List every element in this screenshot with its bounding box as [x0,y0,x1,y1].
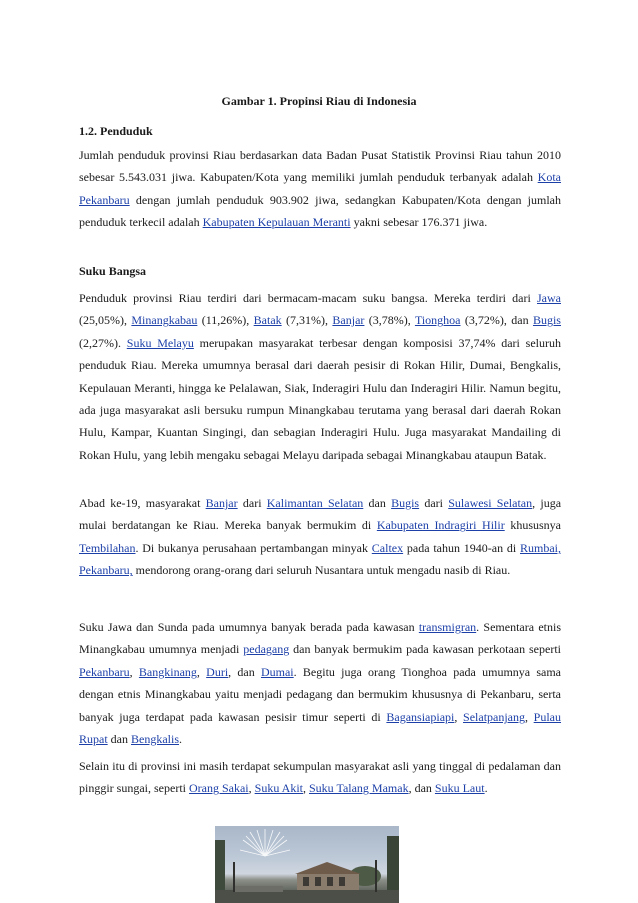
text: dari [419,496,449,510]
text: Penduduk provinsi Riau terdiri dari bermacam-macam suku bangsa. Mereka terdiri dari [79,291,537,305]
link-bangkinang[interactable]: Bangkinang [138,664,197,679]
link-duri[interactable]: Duri [206,664,229,679]
link-minangkabau[interactable]: Minangkabau [131,313,198,328]
text: pada tahun 1940-an di [403,540,520,555]
section-heading-suku-bangsa: Suku Bangsa [79,264,147,278]
text: dengan jumlah penduduk 903.902 jiwa, sedangkan Kabupaten/Kota dengan jumlah penduduk terkecil adalah [79,192,561,230]
link-pedagang[interactable]: pedagang [243,642,290,657]
link-suku-akit[interactable]: Suku Akit [254,781,303,796]
text: dan banyak bermukim pada kawasan perkotaan seperti [289,642,561,657]
photo-scene [215,826,399,903]
link-bagansiapiapi[interactable]: Bagansiapiapi [386,709,455,724]
text: (11,26%), [197,313,254,328]
link-sulawesi-selatan[interactable]: Sulawesi Selatan [448,496,533,510]
link-tembilahan[interactable]: Tembilahan [79,540,136,555]
paragraph-masyarakat-asli [79,755,561,800]
link-rumbai-pekanbaru[interactable]: Rumbai, Pekanbaru, [79,540,561,578]
link-bengkalis[interactable]: Bengkalis [131,732,179,747]
text: yakni sebesar 176.371 jiwa. [350,215,488,230]
text: Jumlah penduduk provinsi Riau berdasarkan data Badan Pusat Statistik Provinsi Riau tahun 2010 sebesar 5.543.031 jiwa. Kabupaten/Kota yang memiliki jumlah penduduk terbanyak adalah [79,148,561,185]
link-tionghoa[interactable]: Tionghoa [414,313,461,328]
link-bugis[interactable]: Bugis [391,496,420,510]
link-suku-melayu[interactable]: Suku Melayu [126,335,194,350]
text: (3,78%), [364,313,415,328]
text: Selain itu di provinsi ini masih terdapat sekumpulan masyarakat asli yang tinggal di pedalaman dan pinggir sungai, seperti [79,759,561,796]
text: (25,05%), [79,313,132,328]
text: , [248,781,255,796]
link-orang-sakai[interactable]: Orang Sakai [188,781,249,796]
text: mendorong orang-orang dari seluruh Nusantara untuk mengadu nasib di Riau. [132,563,511,578]
paragraph-suku-jawa-sunda [79,616,561,750]
text: dari [237,496,267,510]
building-photo [215,826,399,903]
link-pekanbaru[interactable]: Pekanbaru [79,664,130,679]
link-kalimantan-selatan[interactable]: Kalimantan Selatan [266,496,364,510]
link-banjar[interactable]: Banjar [205,496,238,510]
paragraph-abad-19 [79,492,561,582]
text: , juga mulai berdatangan ke Riau. Mereka banyak bermukim di [79,496,562,533]
link-suku-laut[interactable]: Suku Laut [434,781,485,796]
text: . [179,732,182,747]
text: Suku Jawa dan Sunda pada umumnya banyak berada pada kawasan [79,620,419,634]
text: , dan [408,781,435,796]
link-jawa[interactable]: Jawa [537,291,561,305]
text: dan [363,496,392,510]
text: . [484,781,488,796]
text: , [525,709,534,724]
link-transmigran[interactable]: transmigran [418,620,477,634]
text: (2,27%). [79,335,127,350]
text: , [454,709,464,724]
link-batak[interactable]: Batak [253,313,282,328]
link-caltex[interactable]: Caltex [371,540,404,555]
paragraph-suku-bangsa [79,287,561,466]
section-heading-penduduk: 1.2. Penduduk [79,124,153,138]
text: (7,31%), [281,313,333,328]
link-pulau-rupat[interactable]: Pulau Rupat [79,709,562,747]
text: , [303,781,309,796]
paragraph-penduduk [79,144,561,234]
text: khususnya [504,518,561,533]
figure-caption: Gambar 1. Propinsi Riau di Indonesia [221,94,417,108]
text: merupakan masyarakat terbesar dengan komposisi 37,74% dari seluruh penduduk Riau. Mereka umumnya berasal dari daerah pesisir di Rokan Hilir, Dumai, Bengkalis, Kepulauan Meranti, hingga ke Pelalawan, Siak, Inderagiri Hulu dan Inderagiri Hilir. Namun begitu, ada juga masyarakat asli bersuku rumpun Minangkabau terutama yang berasal dari daerah Rokan Hulu, Kampar, Kuantan Singingi, dan sebagian Inderagiri Hulu. Juga masyarakat Mandailing di Rokan Hulu, yang lebih mengaku sebagai Melayu daripada sebagai Minangkabau ataupun Batak. [79,335,561,462]
link-suku-talang-mamak[interactable]: Suku Talang Mamak [309,781,409,796]
text: Abad ke-19, masyarakat [79,496,206,510]
link-bugis[interactable]: Bugis [532,313,561,328]
link-kabupaten-kepulauan-meranti[interactable]: Kabupaten Kepulauan Meranti [202,215,351,230]
link-banjar[interactable]: Banjar [332,313,365,328]
text: dan [107,732,131,747]
fountain-spray-icon [240,829,290,856]
link-selatpanjang[interactable]: Selatpanjang [463,709,526,724]
link-kabupaten-indragiri-hilir[interactable]: Kabupaten Indragiri Hilir [376,518,505,533]
text: . Begitu juga orang Tionghoa pada umumnya sama dengan etnis Minangkabau yaitu menjadi pedagang dan bermukim khususnya di Pekanbaru, serta banyak juga terdapat pada kawasan pesisir timur seperti di [79,664,562,724]
text: . Sementara etnis Minangkabau umumnya menjadi [79,620,561,657]
text: (3,72%), dan [460,313,533,328]
text: , dan [228,664,261,679]
text: , [196,664,207,679]
text: . Di bukanya perusahaan pertambangan minyak [135,540,372,555]
link-kota-pekanbaru[interactable]: Kota Pekanbaru [79,170,561,207]
link-dumai[interactable]: Dumai [260,664,294,679]
text: , [129,664,139,679]
